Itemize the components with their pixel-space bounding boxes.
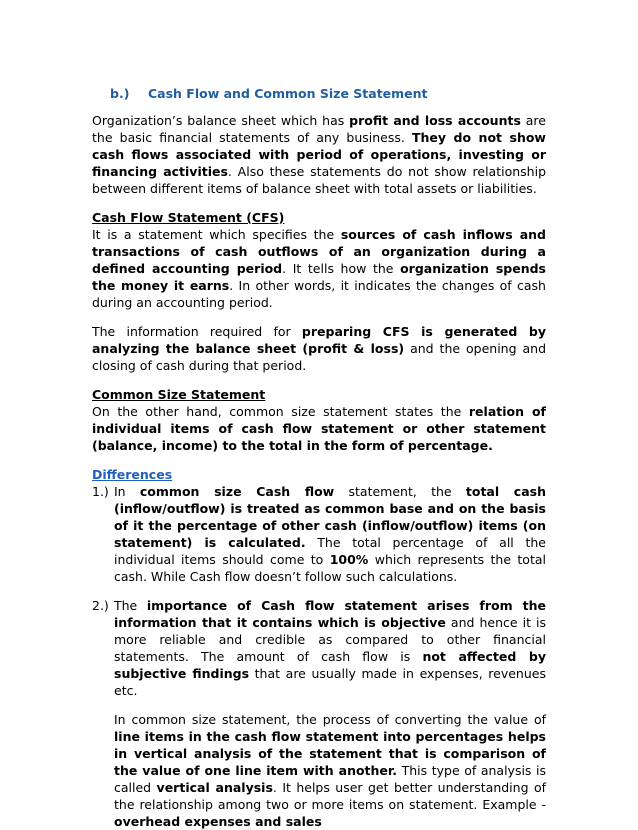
bold-run: vertical analysis: [156, 780, 273, 795]
item-number: 2.): [92, 598, 109, 613]
item-text: [114, 597, 546, 699]
differences-section: [92, 466, 546, 830]
text-run: . Also these statements do not show relationship between different items of balance sheet with total assets or liabilities.: [92, 164, 546, 196]
text-run: which represents the total cash. While Cash flow doesn’t follow such calculations.: [114, 552, 546, 584]
cfs-paragraph: [92, 226, 546, 311]
bold-run: sources of cash inflows and transactions of cash outflows of an organization during a defined accounting period: [92, 227, 547, 276]
difference-item-1: [92, 483, 546, 585]
document-page: [92, 86, 546, 830]
info-paragraph: [92, 323, 546, 374]
text-run: statement, the: [334, 484, 466, 499]
text-run: Organization’s balance sheet which has: [92, 113, 350, 128]
css-section: [92, 386, 546, 454]
text-run: In: [114, 484, 140, 499]
css-title: Common Size Statement: [92, 387, 266, 402]
bold-run: 100%: [329, 552, 369, 567]
bold-run: line items in the cash flow statement into percentages helps in vertical analysis of the statement that is comparison of the value of one line item with another.: [114, 729, 546, 778]
cfs-section: [92, 209, 546, 311]
text-run: are the basic financial statements of any business.: [92, 113, 546, 145]
text-run: . In other words, it indicates the changes of cash during an accounting period.: [92, 278, 546, 310]
text-run: On the other hand, common size statement states the: [92, 404, 469, 419]
bold-run: preparing CFS is generated by analyzing the balance sheet (profit & loss): [92, 324, 546, 356]
differences-title: Differences: [92, 467, 173, 482]
css-paragraph: [92, 403, 546, 454]
bold-run: total cash (inflow/outflow) is treated as common base and on the basis of it the percentage of other cash (inflow/outflow) items (on statement) is calculated.: [114, 484, 546, 550]
text-run: It is a statement which specifies the: [92, 227, 341, 242]
text-run: that are usually made in expenses, revenues etc.: [114, 666, 546, 698]
difference-item-2-continuation: [114, 711, 546, 830]
bold-run: overhead expenses and sales: [114, 814, 322, 829]
bold-run: relation of individual items of cash flow statement or other statement (balance, income) to the total in the form of percentage.: [92, 404, 546, 453]
text-run: The: [114, 598, 147, 613]
cfs-title: Cash Flow Statement (CFS): [92, 210, 285, 225]
text-run: and the opening and closing of cash during that period.: [92, 341, 546, 373]
text-run: The information required for: [92, 324, 302, 339]
bold-run: importance of Cash flow statement arises from the information that it contains which is objective: [114, 598, 546, 630]
bold-run: not affected by subjective findings: [114, 649, 546, 681]
text-run: The total percentage of all the individual items should come to: [114, 535, 546, 567]
text-run: . It tells how the: [282, 261, 401, 276]
bold-run: They do not show cash flows associated with period of operations, investing or financing activities: [92, 130, 546, 179]
difference-item-2: [92, 597, 546, 699]
text-run: and hence it is more reliable and credible as compared to other financial statements. The amount of cash flow is: [114, 615, 546, 664]
item-number: 1.): [92, 484, 109, 499]
intro-paragraph: [92, 112, 546, 197]
text-run: This type of analysis is called: [114, 763, 546, 795]
bold-run: common size Cash flow: [139, 484, 335, 499]
section-title: Cash Flow and Common Size Statement: [148, 86, 428, 101]
bold-run: profit and loss accounts: [349, 113, 521, 128]
text-run: In common size statement, the process of converting the value of: [114, 712, 546, 727]
section-number: b.): [110, 86, 130, 101]
item-text: [114, 483, 546, 585]
text-run: . It helps user get better understanding of the relationship among two or more items on statement. Example -: [114, 780, 546, 812]
section-heading: [92, 86, 546, 101]
bold-run: organization spends the money it earns: [92, 261, 546, 293]
